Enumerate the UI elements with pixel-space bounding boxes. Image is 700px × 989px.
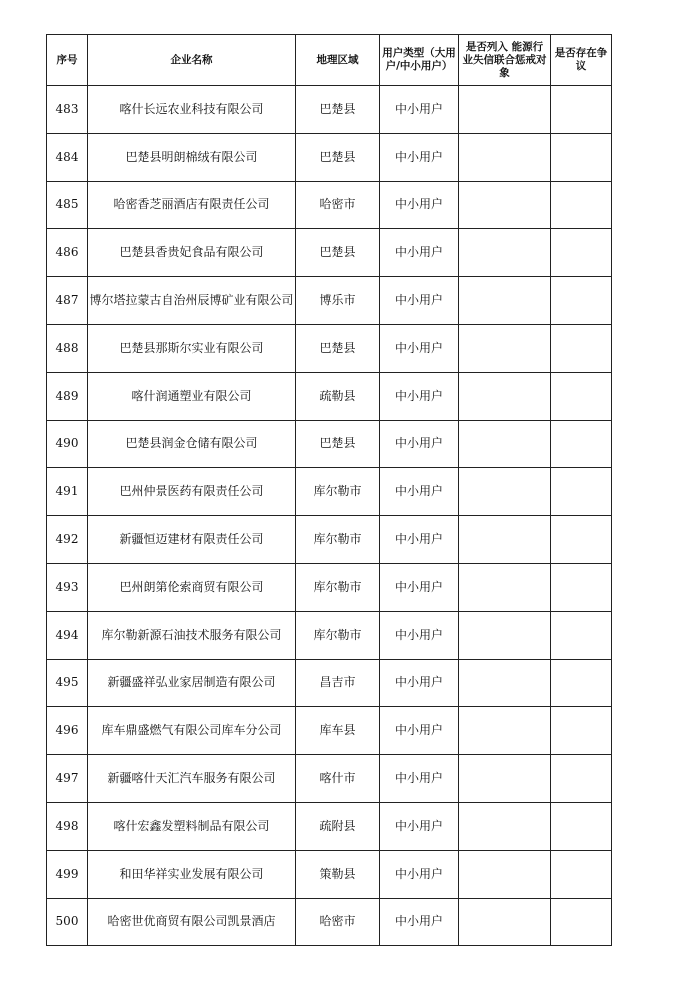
cell-blacklist <box>459 755 551 803</box>
cell-blacklist <box>459 372 551 420</box>
table-row <box>47 133 612 181</box>
cell-region: 巴楚县 <box>296 133 380 181</box>
table-body <box>47 86 612 946</box>
cell-company: 巴楚县香贵妃食品有限公司 <box>88 229 296 277</box>
cell-user-type: 中小用户 <box>380 229 459 277</box>
cell-region: 巴楚县 <box>296 324 380 372</box>
cell-company: 博尔塔拉蒙古自治州辰博矿业有限公司 <box>88 277 296 325</box>
table-row <box>47 611 612 659</box>
table-row <box>47 755 612 803</box>
cell-seq: 487 <box>47 277 88 325</box>
cell-user-type: 中小用户 <box>380 707 459 755</box>
enterprise-table <box>46 34 612 946</box>
cell-blacklist <box>459 611 551 659</box>
cell-blacklist <box>459 516 551 564</box>
cell-user-type: 中小用户 <box>380 133 459 181</box>
cell-dispute <box>551 802 612 850</box>
cell-dispute <box>551 133 612 181</box>
cell-dispute <box>551 181 612 229</box>
cell-company: 喀什润通塑业有限公司 <box>88 372 296 420</box>
header-blacklist: 是否列入 能源行业失信联合惩戒对象 <box>459 35 551 86</box>
table-header <box>47 35 612 86</box>
cell-dispute <box>551 372 612 420</box>
cell-user-type: 中小用户 <box>380 611 459 659</box>
cell-region: 库尔勒市 <box>296 468 380 516</box>
cell-blacklist <box>459 898 551 946</box>
table-row <box>47 324 612 372</box>
table-row <box>47 563 612 611</box>
cell-dispute <box>551 659 612 707</box>
header-row <box>47 35 612 86</box>
cell-blacklist <box>459 659 551 707</box>
table-row <box>47 372 612 420</box>
cell-dispute <box>551 898 612 946</box>
cell-company: 巴楚县润金仓储有限公司 <box>88 420 296 468</box>
cell-dispute <box>551 229 612 277</box>
cell-dispute <box>551 563 612 611</box>
cell-dispute <box>551 86 612 134</box>
table-row <box>47 468 612 516</box>
header-user-type: 用户类型（大用户/中小用户） <box>380 35 459 86</box>
cell-region: 喀什市 <box>296 755 380 803</box>
cell-seq: 493 <box>47 563 88 611</box>
cell-company: 巴州朗第伦索商贸有限公司 <box>88 563 296 611</box>
cell-region: 疏勒县 <box>296 372 380 420</box>
cell-user-type: 中小用户 <box>380 420 459 468</box>
cell-user-type: 中小用户 <box>380 659 459 707</box>
cell-region: 库车县 <box>296 707 380 755</box>
cell-region: 库尔勒市 <box>296 611 380 659</box>
cell-seq: 495 <box>47 659 88 707</box>
cell-region: 库尔勒市 <box>296 563 380 611</box>
cell-dispute <box>551 755 612 803</box>
cell-blacklist <box>459 324 551 372</box>
cell-dispute <box>551 516 612 564</box>
cell-company: 和田华祥实业发展有限公司 <box>88 850 296 898</box>
cell-seq: 500 <box>47 898 88 946</box>
cell-seq: 491 <box>47 468 88 516</box>
cell-company: 新疆喀什天汇汽车服务有限公司 <box>88 755 296 803</box>
cell-blacklist <box>459 707 551 755</box>
cell-seq: 488 <box>47 324 88 372</box>
cell-user-type: 中小用户 <box>380 850 459 898</box>
cell-region: 昌吉市 <box>296 659 380 707</box>
cell-seq: 489 <box>47 372 88 420</box>
cell-dispute <box>551 420 612 468</box>
header-seq: 序号 <box>47 35 88 86</box>
cell-company: 喀什宏鑫发塑料制品有限公司 <box>88 802 296 850</box>
cell-company: 喀什长远农业科技有限公司 <box>88 86 296 134</box>
cell-user-type: 中小用户 <box>380 468 459 516</box>
cell-dispute <box>551 850 612 898</box>
cell-user-type: 中小用户 <box>380 181 459 229</box>
cell-blacklist <box>459 133 551 181</box>
table-row <box>47 707 612 755</box>
table-row <box>47 898 612 946</box>
cell-company: 巴州仲景医药有限责任公司 <box>88 468 296 516</box>
cell-region: 哈密市 <box>296 181 380 229</box>
cell-user-type: 中小用户 <box>380 324 459 372</box>
table-row <box>47 277 612 325</box>
cell-blacklist <box>459 86 551 134</box>
table-row <box>47 229 612 277</box>
cell-seq: 497 <box>47 755 88 803</box>
cell-blacklist <box>459 229 551 277</box>
cell-company: 库车鼎盛燃气有限公司库车分公司 <box>88 707 296 755</box>
cell-region: 巴楚县 <box>296 229 380 277</box>
cell-region: 库尔勒市 <box>296 516 380 564</box>
cell-seq: 499 <box>47 850 88 898</box>
cell-company: 新疆盛祥弘业家居制造有限公司 <box>88 659 296 707</box>
cell-region: 疏附县 <box>296 802 380 850</box>
cell-dispute <box>551 324 612 372</box>
cell-user-type: 中小用户 <box>380 898 459 946</box>
cell-user-type: 中小用户 <box>380 516 459 564</box>
table-row <box>47 659 612 707</box>
cell-region: 策勒县 <box>296 850 380 898</box>
cell-user-type: 中小用户 <box>380 277 459 325</box>
cell-user-type: 中小用户 <box>380 755 459 803</box>
cell-blacklist <box>459 468 551 516</box>
cell-company: 新疆恒迈建材有限责任公司 <box>88 516 296 564</box>
cell-dispute <box>551 468 612 516</box>
cell-blacklist <box>459 850 551 898</box>
table-row <box>47 850 612 898</box>
cell-region: 哈密市 <box>296 898 380 946</box>
header-dispute: 是否存在争议 <box>551 35 612 86</box>
cell-dispute <box>551 277 612 325</box>
cell-seq: 490 <box>47 420 88 468</box>
cell-seq: 498 <box>47 802 88 850</box>
cell-blacklist <box>459 563 551 611</box>
cell-company: 库尔勒新源石油技术服务有限公司 <box>88 611 296 659</box>
cell-user-type: 中小用户 <box>380 563 459 611</box>
table-row <box>47 86 612 134</box>
cell-seq: 496 <box>47 707 88 755</box>
cell-seq: 483 <box>47 86 88 134</box>
header-region: 地理区域 <box>296 35 380 86</box>
cell-region: 巴楚县 <box>296 86 380 134</box>
cell-seq: 484 <box>47 133 88 181</box>
table-row <box>47 420 612 468</box>
cell-user-type: 中小用户 <box>380 802 459 850</box>
cell-company: 巴楚县那斯尔实业有限公司 <box>88 324 296 372</box>
table-row <box>47 802 612 850</box>
header-company: 企业名称 <box>88 35 296 86</box>
table-row <box>47 516 612 564</box>
table-row <box>47 181 612 229</box>
cell-seq: 494 <box>47 611 88 659</box>
cell-dispute <box>551 707 612 755</box>
cell-seq: 492 <box>47 516 88 564</box>
cell-blacklist <box>459 420 551 468</box>
cell-region: 巴楚县 <box>296 420 380 468</box>
cell-seq: 485 <box>47 181 88 229</box>
cell-company: 哈密世优商贸有限公司凯景酒店 <box>88 898 296 946</box>
cell-dispute <box>551 611 612 659</box>
cell-blacklist <box>459 181 551 229</box>
cell-company: 巴楚县明朗棉绒有限公司 <box>88 133 296 181</box>
cell-user-type: 中小用户 <box>380 372 459 420</box>
cell-user-type: 中小用户 <box>380 86 459 134</box>
cell-blacklist <box>459 802 551 850</box>
cell-blacklist <box>459 277 551 325</box>
cell-seq: 486 <box>47 229 88 277</box>
cell-region: 博乐市 <box>296 277 380 325</box>
cell-company: 哈密香芝丽酒店有限责任公司 <box>88 181 296 229</box>
